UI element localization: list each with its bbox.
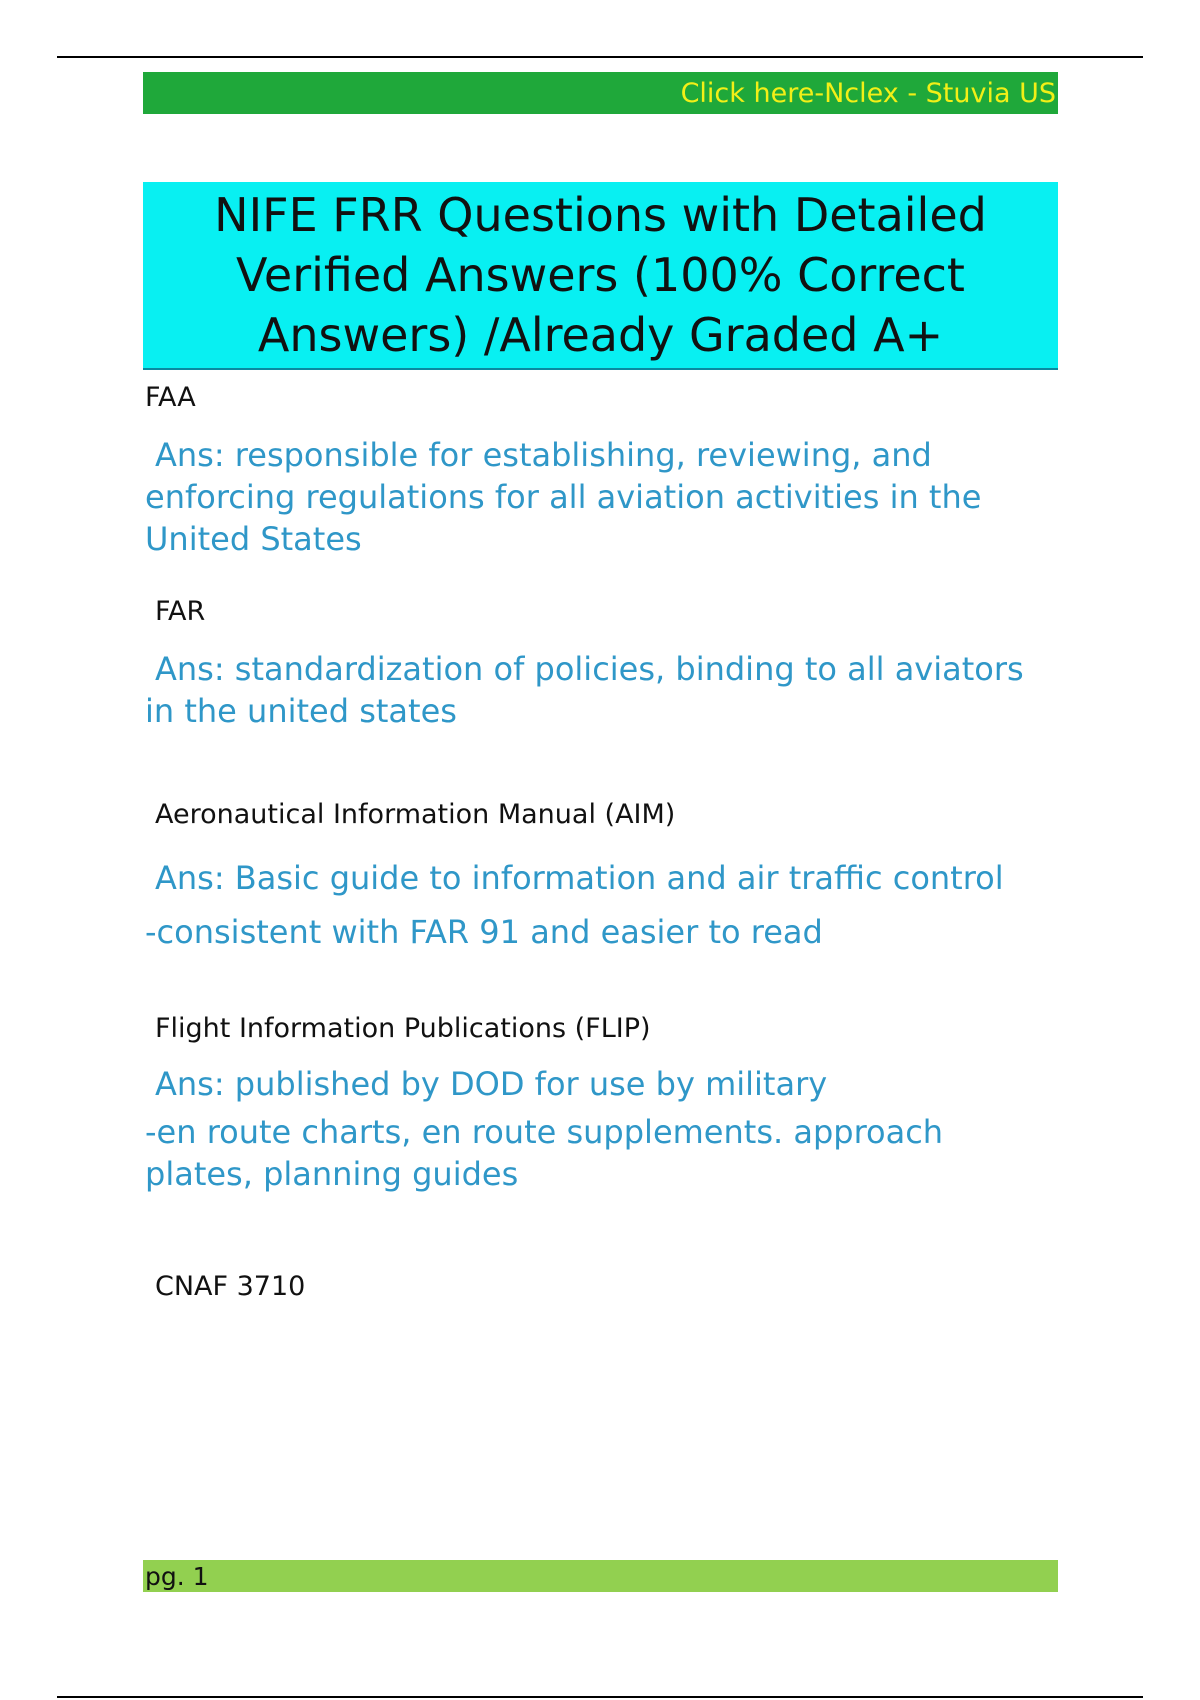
- qa-content: [143, 378, 1058, 1307]
- question-term: Aeronautical Information Manual (AIM): [155, 799, 676, 830]
- qa-entry: [143, 592, 1058, 795]
- answer-line: Ans: Basic guide to information and air traffic control: [155, 859, 1004, 897]
- answer-text: [143, 851, 1058, 959]
- stuvia-link[interactable]: Click here-Nclex - Stuvia US: [680, 77, 1056, 109]
- answer-text: [143, 1057, 1058, 1195]
- qa-entry: [143, 795, 1058, 1009]
- answer-line: -consistent with FAR 91 and easier to read: [145, 913, 823, 951]
- page-number: pg. 1: [145, 1561, 209, 1591]
- answer-text: [143, 434, 1058, 560]
- page-footer: [143, 1560, 1058, 1592]
- answer-line: -en route charts, en route supplements. approach plates, planning guides: [145, 1113, 944, 1193]
- answer-text: [143, 648, 1058, 732]
- qa-entry: [143, 378, 1058, 592]
- top-banner: [143, 72, 1058, 114]
- bottom-rule: [57, 1696, 1143, 1698]
- answer-line: Ans: responsible for establishing, reviewing, and enforcing regulations for all aviation activities in the United States: [145, 436, 982, 558]
- question-term: FAR: [155, 596, 206, 627]
- top-rule: [57, 56, 1143, 58]
- qa-entry: [143, 1009, 1058, 1267]
- question-term: CNAF 3710: [155, 1271, 306, 1302]
- question-term: FAA: [145, 382, 196, 413]
- answer-line: Ans: published by DOD for use by military: [155, 1065, 828, 1103]
- answer-line: Ans: standardization of policies, binding to all aviators in the united states: [145, 650, 1024, 730]
- qa-entry: [143, 1267, 1058, 1307]
- document-title: NIFE FRR Questions with Detailed Verified Answers (100% Correct Answers) /Already Graded A+: [214, 188, 987, 362]
- question-term: Flight Information Publications (FLIP): [155, 1013, 651, 1044]
- title-box: [143, 182, 1058, 370]
